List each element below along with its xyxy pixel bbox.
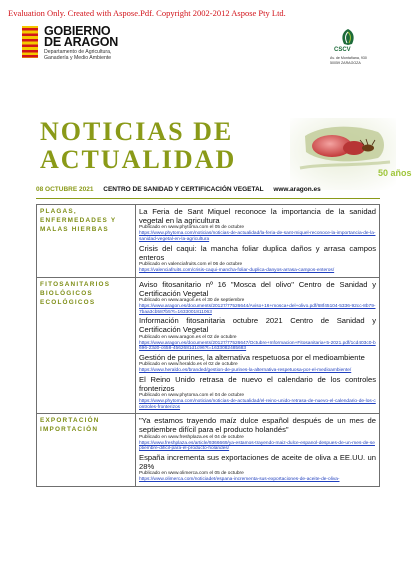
gov-logo-title: GOBIERNO DE ARAGON [44, 24, 119, 49]
insect-photo [290, 118, 412, 190]
news-link[interactable]: https://www.phytoma.com/noticias/noticias-de-actualidad/el-reino-unido-retrasa-de-nuevo-el-calendario-de-los-controles-fronterizos [139, 398, 376, 410]
news-link[interactable]: https://www.freshplaza.es/article/9366669/ya-estamos-trayendo-maiz-dulce-espanol-despues-de-un-mes-de-septiembre-dificil-para-el-producto-holandes/ [139, 440, 375, 452]
cscv-logo [330, 28, 390, 72]
news-source: Publicado en www.freshplaza.es el 04 de octubre [139, 434, 244, 440]
section-category: FITOSANITARIOS BIOLÓGICOS ECOLÓGICOS [37, 277, 136, 414]
cscv-emblem-icon [338, 28, 358, 46]
issue-date: 08 OCTUBRE 2021 [36, 186, 94, 193]
page-title: NOTICIAS DE ACTUALIDAD [40, 117, 237, 174]
news-title: "Ya estamos trayendo maíz dulce español después de un mes de septiembre difícil para el producto holandés" [139, 416, 376, 435]
gov-logo-department: Departamento de Agricultura, Ganadería y Medio Ambiente [44, 49, 112, 61]
news-source: Publicado en www.aragon.es el 02 de octubre [139, 334, 237, 340]
section-row [37, 414, 380, 487]
cscv-name: CSCV [334, 47, 351, 53]
aragon-flag-icon [22, 26, 38, 58]
section-items [136, 277, 380, 414]
section-category: PLAGAS, ENFERMEDADES Y MALAS HIERBAS [37, 205, 136, 278]
gobierno-aragon-logo [22, 26, 142, 68]
website-link[interactable]: www.aragon.es [273, 186, 321, 193]
news-source: Publicado en valenciafruits.com el 06 de octubre [139, 262, 243, 267]
news-link[interactable]: https://www.olimerca.com/noticiadet/espana-incrementa-sus-exportaciones-de-aceite-de-oliva- [139, 477, 340, 483]
center-name: CENTRO DE SANIDAD Y CERTIFICACIÓN VEGETAL [103, 186, 264, 193]
news-title: España incrementa sus exportaciones de aceite de oliva a EE.UU. un 28% [139, 452, 376, 471]
news-title: Crisis del caqui: la mancha foliar duplica daños y arrasa campos enteros [139, 243, 376, 262]
section-category: EXPORTACIÓN IMPORTACIÓN [37, 414, 136, 487]
news-link[interactable]: https://www.aragon.es/documents/20127/77526647/Octubre+Informacion+Fitosanitaria+5-2021.pdf/1cd403c0-b696-23d0-c658-4562681d1c96?t=1633082485683 [139, 340, 376, 352]
date-bar [36, 186, 376, 198]
news-source: Publicado en www.aragon.es el 30 de septiembre [139, 298, 245, 303]
header-divider [36, 198, 380, 199]
news-title: Aviso fitosanitario nº 16 "Mosca del olivo" Centro de Sanidad y Certificación Vegetal [139, 279, 376, 298]
cscv-address: Av. de Montañana, 930 50059 ZARAGOZA [330, 56, 367, 65]
section-row [37, 277, 380, 414]
news-source: Publicado en www.heraldo.es el 02 de octubre [139, 361, 238, 367]
news-link[interactable]: https://www.aragon.es/documents/20127/77526644/Aviso+16+mosca+del+olivo.pdf/68f45104-5336-92cc-8b79-7baa3cb587b5?t=1633001811063 [139, 304, 376, 315]
section-items [136, 414, 380, 487]
news-title: Gestión de purines, la alternativa respetuosa por el medioambiente [139, 352, 365, 362]
news-source: Publicado en www.phytoma.com el 04 de octubre [139, 392, 245, 398]
news-title: Información fitosanitaria octubre 2021 Centro de Sanidad y Certificación Vegetal [139, 316, 376, 335]
news-title: El Reino Unido retrasa de nuevo el calendario de los controles fronterizos [139, 374, 376, 393]
section-row [37, 205, 380, 278]
news-table [36, 204, 380, 487]
anniversary-badge: 50 años [378, 168, 412, 178]
news-source: Publicado en www.olimerca.com el 05 de octubre [139, 471, 244, 477]
news-source: Publicado en www.phytoma.com el 05 de octubre [139, 225, 245, 231]
news-link[interactable]: https://www.phytoma.com/noticias/noticias-de-actualidad/la-feria-de-sant-miquel-reconoce-la-importancia-de-la-sanidad-vegetal-en-la-agricultura [139, 231, 376, 242]
news-link[interactable]: https://www.heraldo.es/branded/gestion-de-purines-la-alternativa-respetuosa-por-el-medioambiente/ [139, 367, 352, 373]
news-title: La Feria de Sant Miquel reconoce la importancia de la sanidad vegetal en la agricultura [139, 207, 376, 226]
evaluation-watermark: Evaluation Only. Created with Aspose.Pdf. Copyright 2002-2012 Aspose Pty Ltd. [8, 8, 286, 18]
section-items [136, 205, 380, 278]
news-link[interactable]: https://valenciafruits.com/crisis-caqui-mancha-foliar-duplica-danyos-arrasa-campos-enteros/ [139, 268, 335, 273]
